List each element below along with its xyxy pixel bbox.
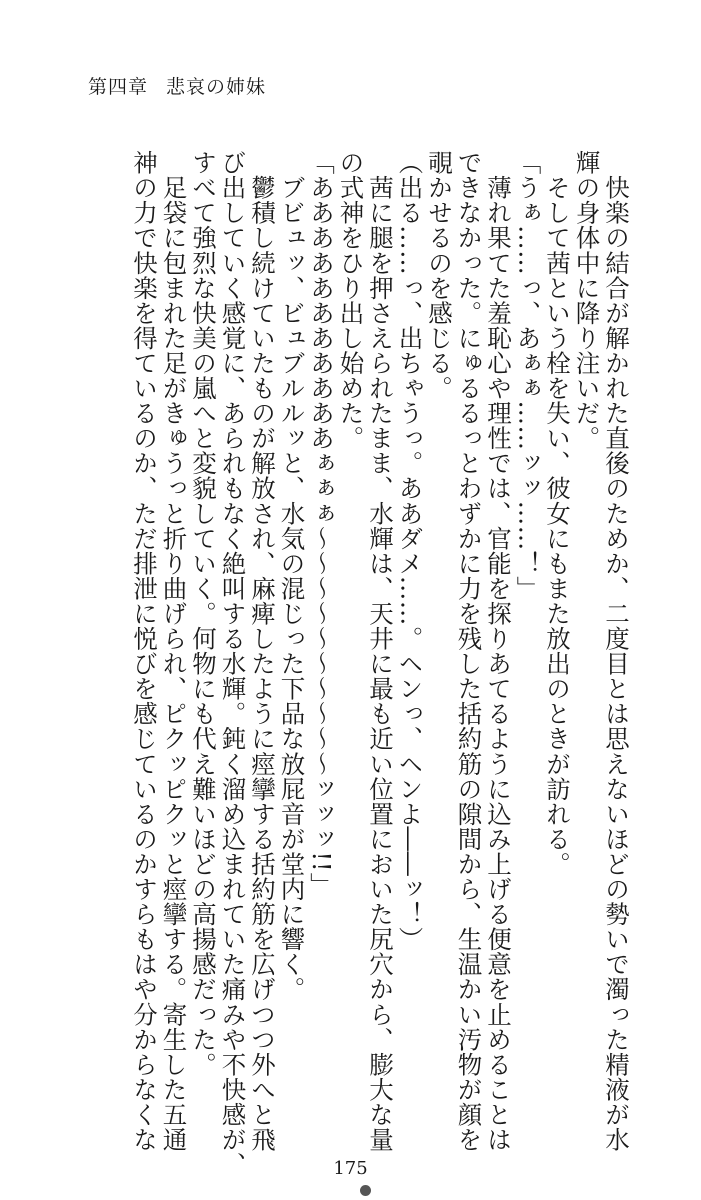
- text-line: 快楽の結合が解かれた直後のためか、二度目とは思えないほどの勢いで濁った精液が水: [602, 150, 631, 1152]
- text-line: 鬱積し続けていたものが解放され、麻痺したように痙攣する括約筋を広げつつ外へと飛: [248, 150, 277, 1152]
- text-line: すべて強烈な快美の嵐へと変貌していく。何物にも代え難いほどの高揚感だった。: [189, 150, 218, 1077]
- text-line: そして茜という栓を失い、彼女にもまた放出のときが訪れる。: [543, 150, 572, 877]
- text-line: （出る……っ、出ちゃうっ。ああダメ……。ヘンっ、ヘンよ――ッ！）: [395, 150, 425, 952]
- text-line: 「うぁ……っ、あぁぁ……ッッ……！」: [513, 150, 543, 601]
- text-line: 薄れ果てた羞恥心や理性では、官能を探りあてるように込み上げる便意を止めることは: [484, 150, 513, 1152]
- running-head: [88, 72, 266, 99]
- text-line: 「あああああああああああぁぁぁ～～～～～～～～～～ッッッ!!」: [307, 150, 336, 898]
- text-line: 覗かせるのを感じる。: [425, 150, 454, 401]
- text-line: ブビュッ、ビュブルルッと、水気の混じった下品な放屁音が堂内に響く。: [277, 150, 307, 1002]
- text-line: できなかった。にゅるるっとわずかに力を残した括約筋の隙間から、生温かい汚物が顔を: [454, 150, 484, 1152]
- text-line: の式神をひり出し始めた。: [336, 150, 366, 451]
- text-line: 輝の身体中に降り注いだ。: [572, 150, 602, 451]
- text-line: 茜に腿を押さえられたまま、水輝は、天井に最も近い位置においた尻穴から、膨大な量: [366, 150, 395, 1152]
- page-number: 175: [333, 1158, 368, 1179]
- chapter-title: 悲哀の姉妹: [166, 76, 267, 98]
- text-line: び出していく感覚に、あられもなく絶叫する水輝。鈍く溜め込まれていた痛みや不快感が、: [218, 150, 248, 1178]
- chapter-number: 第四章: [88, 76, 149, 98]
- page-dot-ornament: [360, 1185, 371, 1196]
- text-line: 足袋に包まれた足がきゅうっと折り曲げられ、ピクッピクッと痙攣する。寄生した五通: [159, 150, 189, 1152]
- text-line: 神の力で快楽を得ているのか、ただ排泄に悦びを感じているのかすらもはや分からなくな: [130, 150, 159, 1152]
